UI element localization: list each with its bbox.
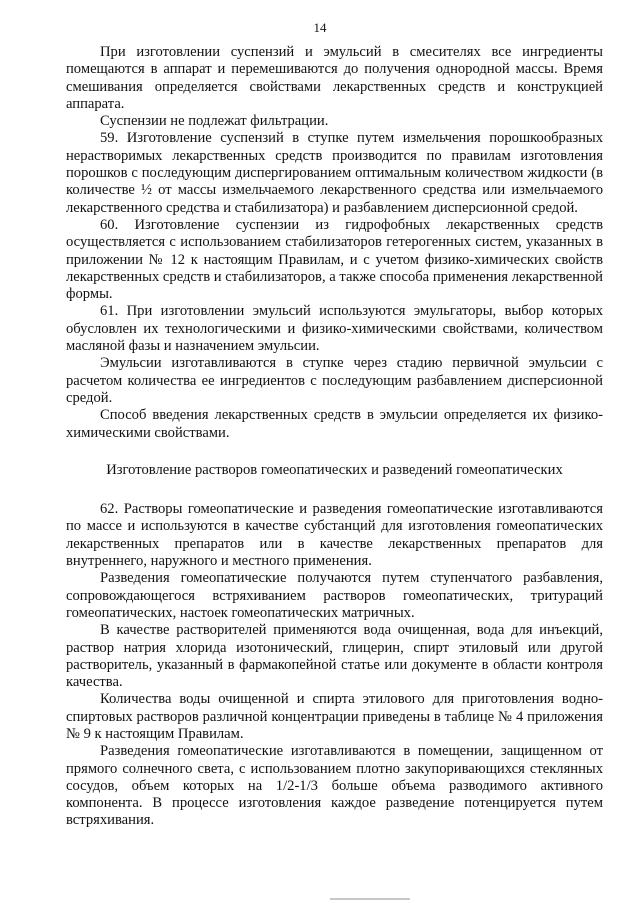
paragraph-60: 60. Изготовление суспензии из гидрофобных лекарственных средств осуществляется с использованием стабилизаторов гетерогенных систем, указанных в приложении № 12 к настоящим Правилам, и с учетом физико-химических свойств лекарственных средств и стабилизаторов, а также способа применения лекарственной формы. — [66, 216, 603, 303]
paragraph-solvents: В качестве растворителей применяются вода очищенная, вода для инъекций, раствор натрия хлорида изотонический, глицерин, спирт этиловый или другой растворитель, указанный в фармакопейной статье или документе в области контроля качества. — [66, 622, 603, 691]
paragraph-water-alcohol: Количества воды очищенной и спирта этилового для приготовления водно-спиртовых растворов различной концентрации приведены в таблице № 4 приложения № 9 к настоящим Правилам. — [66, 691, 603, 742]
paragraph-emulsions-mortar: Эмульсии изготавливаются в ступке через стадию первичной эмульсии с расчетом количества ее ингредиентов с последующим разбавлением дисперсионной средой. — [66, 355, 603, 406]
paragraph-premises: Разведения гомеопатические изготавливаются в помещении, защищенном от прямого солнечного света, с использованием плотно закупоривающихся стеклянных сосудов, объем которых на 1/2-1/3 больше объема разводимого активного компонента. В процессе изготовления каждое разведение потенцируется путем встряхивания. — [66, 743, 603, 829]
paragraph-61: 61. При изготовлении эмульсий используются эмульгаторы, выбор которых обусловлен их технологическими и физико-химическими свойствами, количеством масляной фазы и назначением эмульсии. — [66, 303, 603, 355]
paragraph-62: 62. Растворы гомеопатические и разведения гомеопатические изготавливаются по массе и используются в качестве субстанций для изготовления гомеопатических лекарственных препаратов или в качестве лекарственных препаратов для внутреннего, наружного и местного применения. — [66, 501, 603, 570]
paragraph-emulsion-method: Способ введения лекарственных средств в эмульсии определяется их физико-химическими свойствами. — [66, 407, 603, 441]
page-number: 14 — [313, 20, 327, 35]
document-body — [66, 44, 603, 830]
scan-artifact-line — [330, 898, 410, 900]
section-heading: Изготовление растворов гомеопатических и разведений гомеопатических — [106, 461, 563, 478]
paragraph-59: 59. Изготовление суспензий в ступке путем измельчения порошкообразных нерастворимых лекарственных средств производится по правилам изготовления порошков с последующим диспергированием оптимальным количеством жидкости (в количестве ½ от массы измельчаемого лекарственного средства или измельчаемого лекарственного средства и стабилизатора) и разбавлением дисперсионной средой. — [66, 130, 603, 216]
paragraph-dilutions: Разведения гомеопатические получаются путем ступенчатого разбавления, сопровождающегося встряхиванием растворов гомеопатических, тритураций гомеопатических, настоек гомеопатических матричных. — [66, 570, 603, 621]
paragraph-no-filtration: Суспензии не подлежат фильтрации. — [100, 113, 329, 130]
paragraph-mixers: При изготовлении суспензий и эмульсий в смесителях все ингредиенты помещаются в аппарат и перемешиваются до получения однородной массы. Время смешивания определяется свойствами лекарственных средств и конструкцией аппарата. — [66, 44, 603, 112]
